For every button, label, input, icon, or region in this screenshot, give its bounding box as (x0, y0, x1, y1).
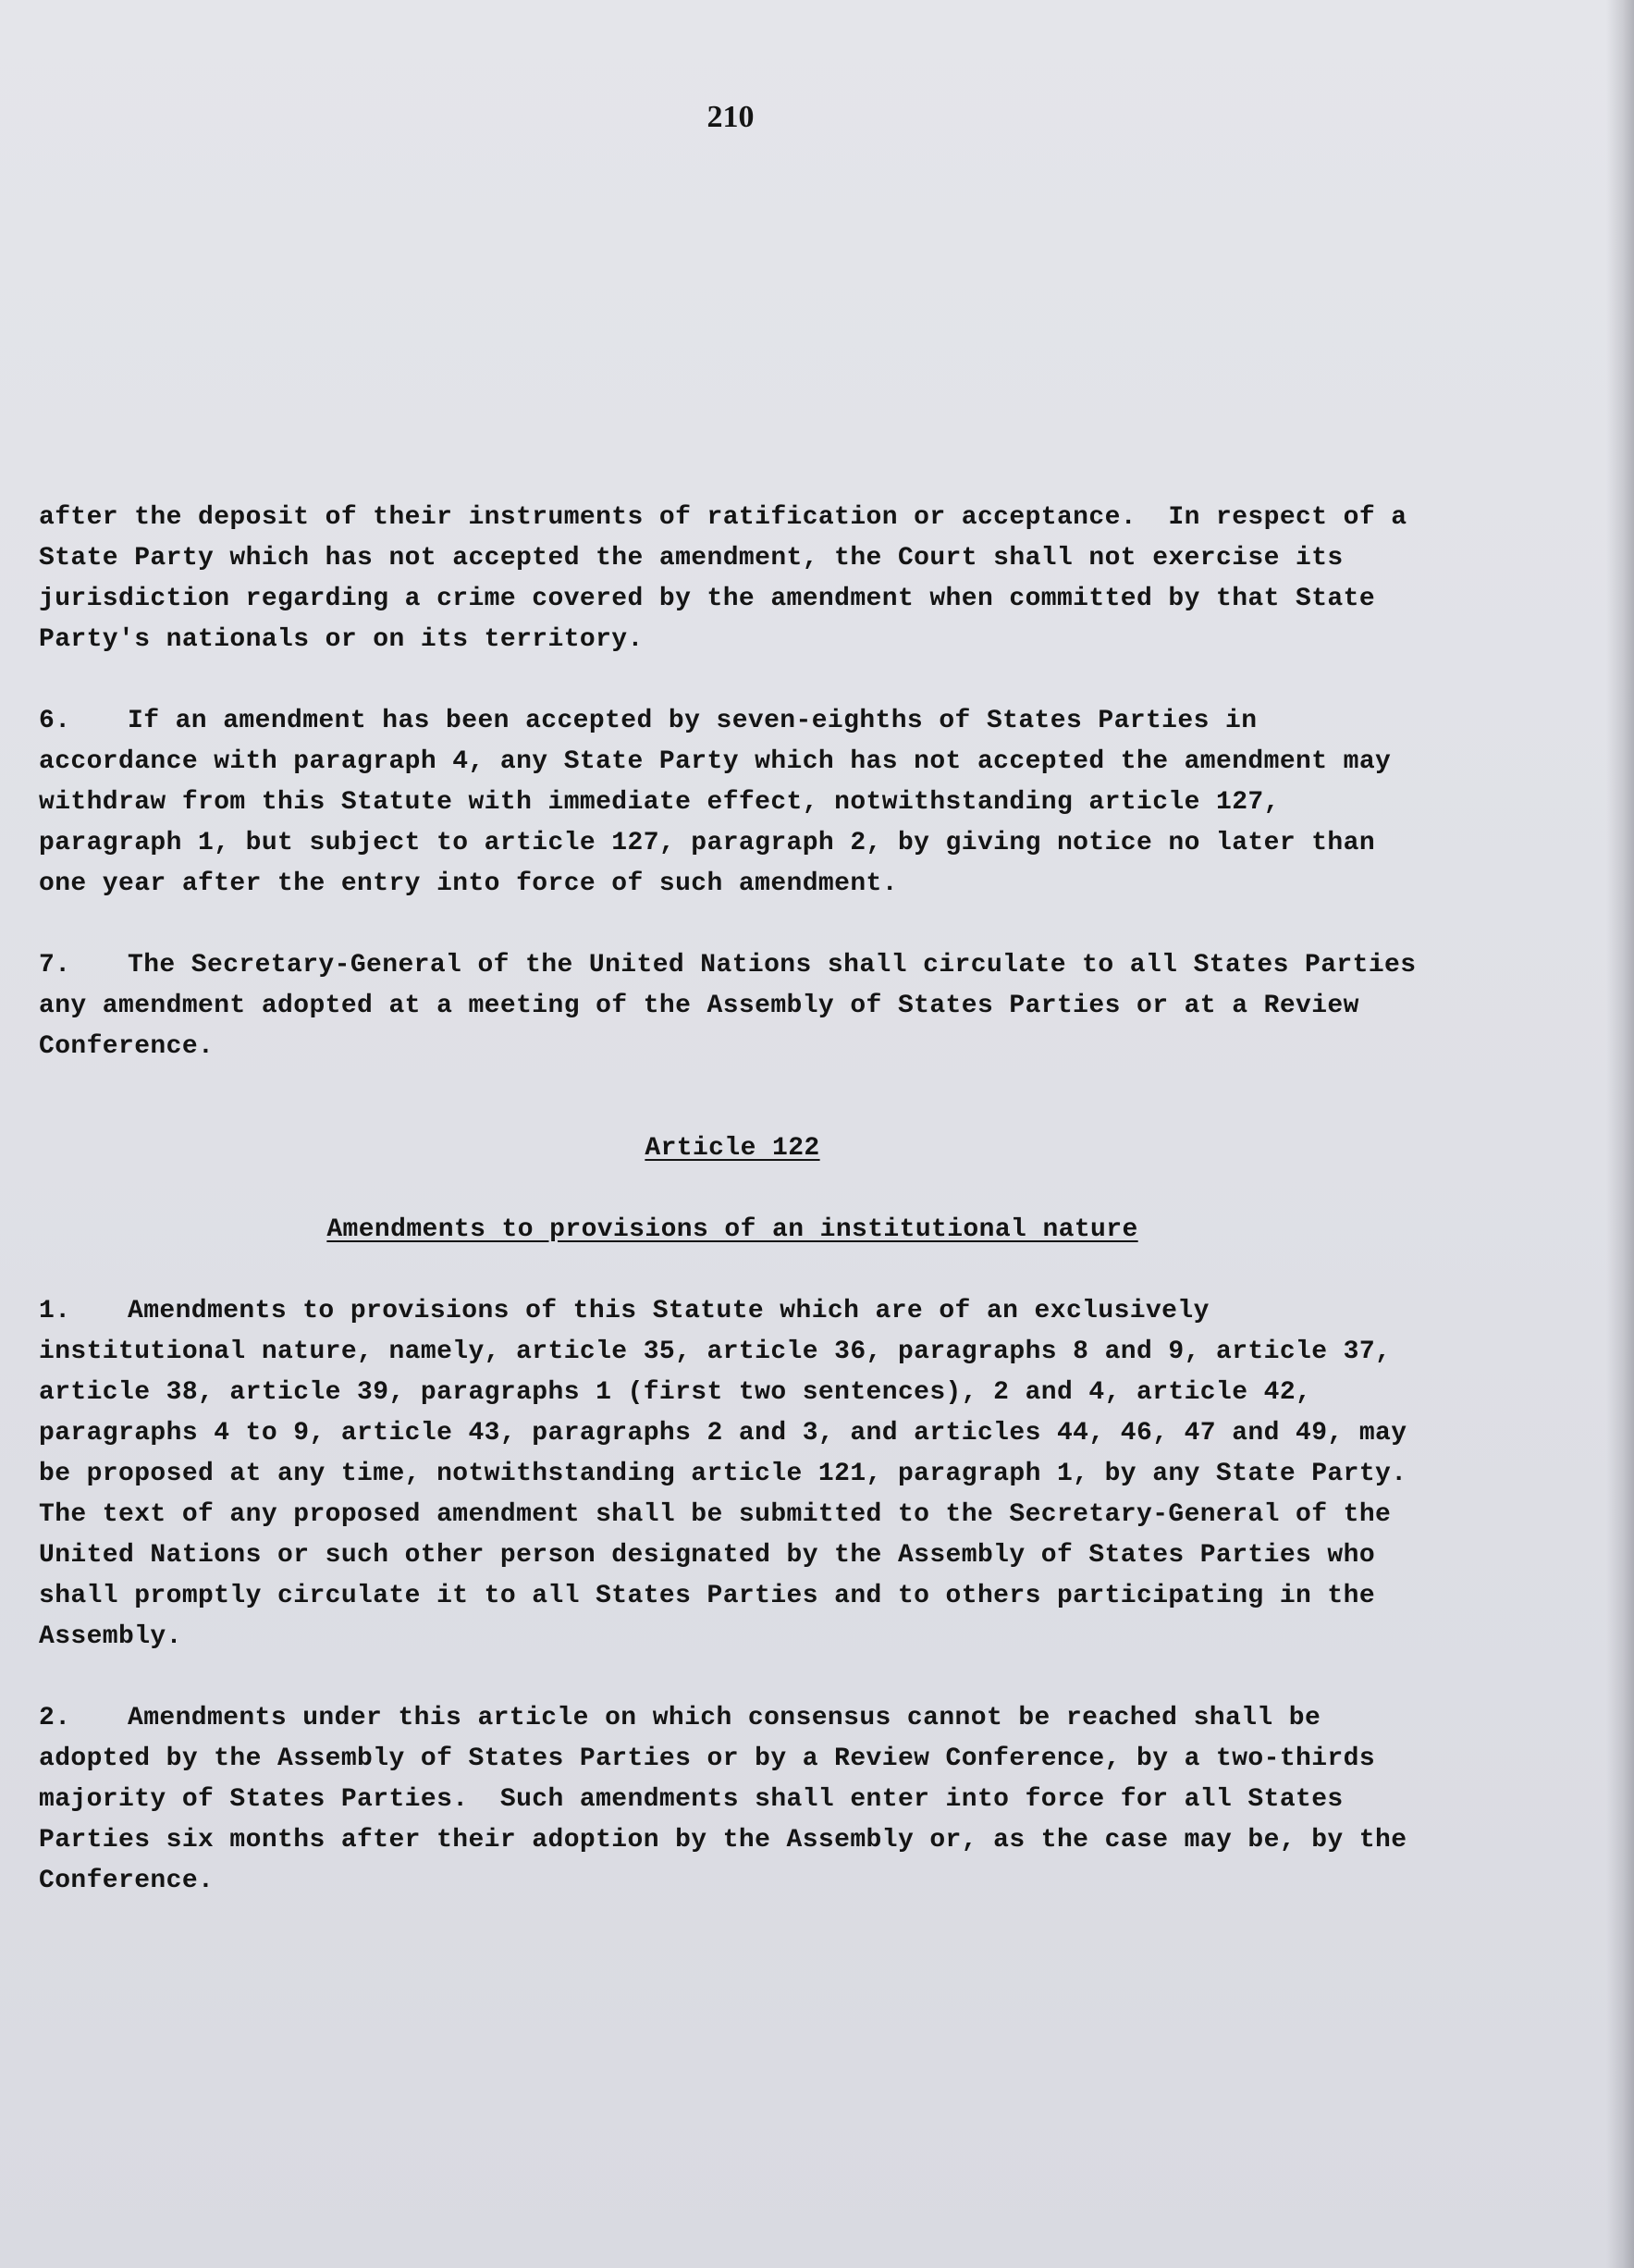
article-paragraph-1-number: 1. (39, 1297, 71, 1325)
continued-paragraph: after the deposit of their instruments of ratification or acceptance. In respect of a State Party which has not accepted the amendment, the Court shall not exercise its jurisdiction regarding a crime covered by the amendment when committed by that State Party's nationals or on its territory. (39, 503, 1423, 654)
paragraph-6 (39, 701, 1426, 905)
article-paragraph-2-number: 2. (39, 1704, 71, 1732)
document-body (39, 498, 1439, 1942)
paragraph-7-text: The Secretary-General of the United Nations shall circulate to all States Parties any amendment adopted at a meeting of the Assembly of States Parties or at a Review Conference. (39, 951, 1432, 1061)
paragraph-6-number: 6. (39, 707, 71, 735)
page-edge-shadow (1606, 0, 1634, 2268)
page-number: 210 (706, 100, 755, 134)
paragraph-6-text: If an amendment has been accepted by seven-eighths of States Parties in accordance with paragraph 4, any State Party which has not accepted the amendment may withdraw from this Statute with immediate effect, notwithstanding article 127, paragraph 1, but subject to article 127, paragraph 2, by giving notice no later than one year after the entry into force of such amendment. (39, 707, 1407, 898)
article-title: Amendments to provisions of an institutional nature (326, 1215, 1138, 1244)
article-paragraph-2 (39, 1698, 1426, 1902)
article-paragraph-1 (39, 1291, 1439, 1658)
article-paragraph-1-text: Amendments to provisions of this Statute which are of an exclusively institutional nature, namely, article 35, article 36, paragraphs 8 and 9, article 37, article 38, article 39, paragraphs 1 (first two sentences), 2 and 4, article 42, paragraphs 4 to 9, article 43, paragraphs 2 and 3, and articles 44, 46, 47 and 49, may be proposed at any time, notwithstanding article 121, paragraph 1, by any State Party. The text of any proposed amendment shall be submitted to the Secretary-General of the United Nations or such other person designated by the Assembly of States Parties who shall promptly circulate it to all States Parties and to others participating in the Assembly. (39, 1297, 1439, 1651)
article-heading: Article 122 (645, 1134, 820, 1163)
article-paragraph-2-text: Amendments under this article on which consensus cannot be reached shall be adopted by the Assembly of States Parties or by a Review Conference, by a two-thirds majority of States Parties. Such amendments shall enter into force for all States Parties six months after their adoption by the Assembly or, as the case may be, by the Conference. (39, 1704, 1423, 1895)
paragraph-7 (39, 945, 1432, 1067)
paragraph-7-number: 7. (39, 951, 71, 980)
